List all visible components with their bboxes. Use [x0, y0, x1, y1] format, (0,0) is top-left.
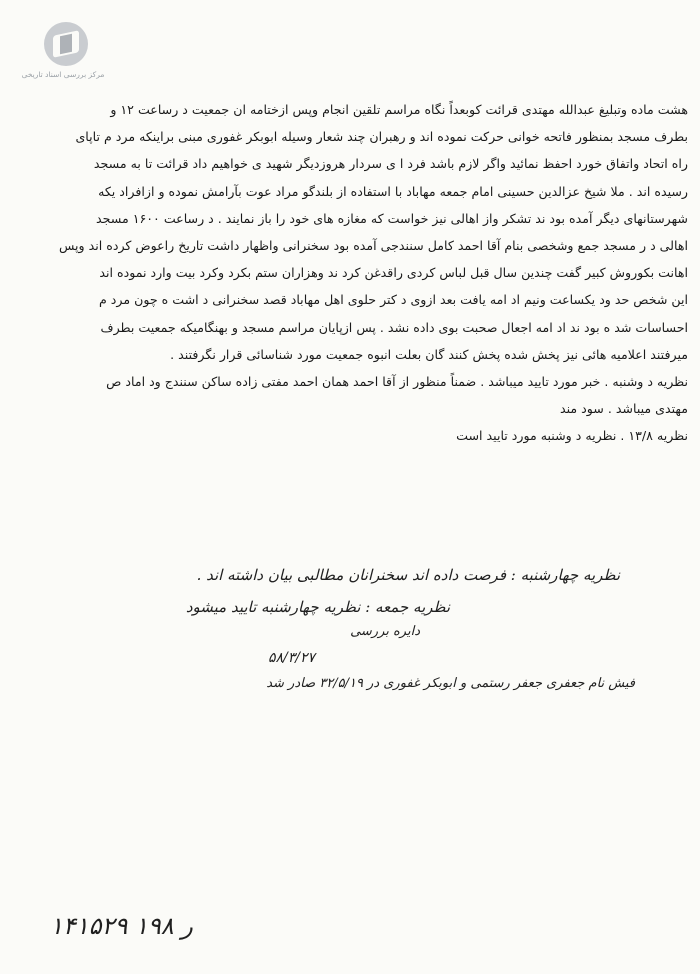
typed-line: اهانت بکوروش کبیر گفت چندین سال قبل لباس کردی راقدغن کرد ند وهزاران ستم بکرد وکرد بیت وارد نموده اند	[99, 265, 688, 281]
archive-logo-icon	[44, 22, 88, 66]
typed-line: بطرف مسجد بمنظور فاتحه خوانی حرکت نموده اند و رهبران چند شعار وسیله ابوبکر غفوری مبنی براینکه مرد م تاپای	[75, 129, 688, 145]
handwritten-date: ۵۸/۳/۲۷	[267, 650, 315, 666]
typed-line: این شخص حد ود یکساعت ونیم اد امه یافت بعد ازوی د کتر حلوی اهل مهاباد قصد سخنرانی د اشت ه چون مرد م	[98, 292, 688, 308]
logo-caption: مرکز بررسی اسناد تاریخی	[21, 70, 105, 79]
typed-line: رسیده اند . ملا شیخ عزالدین حسینی امام جمعه مهاباد با استفاده از بلندگو مراد عوت بآرامش نموده و ازافراد یکه	[98, 183, 688, 199]
typed-line: میرفتند اعلامیه هائی نیز پخش شده پخش کنند گان بعلت انبوه جمعیت مورد شناسائی قرار نگرفتند .	[170, 346, 688, 362]
typed-line: نظریه د وشنبه . خبر مورد تایید میباشد . ضمناً منظور از آقا احمد همان احمد مفتی زاده ساکن سنندج ود اماد ص	[106, 374, 688, 390]
handwritten-note-friday: نظریه جمعه : نظریه چهارشنبه تایید میشود	[185, 598, 450, 616]
archive-logo	[20, 22, 106, 86]
handwritten-file-note: فیش نام جعفری جعفر رستمی و ابوبکر غفوری در ۳۲/۵/۱۹ صادر شد	[266, 676, 635, 691]
handwritten-archive-number: ۱۴۱۵۲۹ ر ۱۹۸	[50, 912, 193, 940]
typed-line: نظریه ۱۳/۸ . نظریه د وشنبه مورد تایید است	[456, 428, 688, 444]
handwritten-note-wednesday: نظریه چهارشنبه : فرصت داده اند سخنرانان مطالبی بیان داشته اند .	[196, 566, 620, 584]
typed-line: هشت ماده وتبلیغ عبدالله مهتدی قرائت کوبعداً نگاه مراسم تلقین انجام وپس ازختامه ان جمعیت د رساعت ۱۲ و	[110, 102, 688, 117]
typed-line: اهالی د ر مسجد جمع وشخصی بنام آقا احمد کامل سنندجی آمده بود سخنرانی واظهار داشت تاریخ راعوض کرده اند وپس	[58, 238, 688, 254]
typed-report-body	[12, 96, 688, 450]
typed-line: مهتدی میباشد . سود مند	[559, 401, 688, 417]
typed-line: راه اتحاد واتفاق خورد احفظ نمائید واگر لازم باشد فرد ا ی سردار هروزدیگر شهید ی خواهیم داد قرائت تا به مسجد	[93, 156, 688, 172]
typed-line: شهرستانهای دیگر آمده بود ند تشکر واز اهالی نیز خواست که مغازه های خود را باز نمایند . د رساعت ۱۶۰۰ مسجد	[96, 210, 688, 226]
handwritten-department: دایره بررسی	[350, 624, 420, 639]
typed-line: احساسات شد ه بود ند اد امه اجعال صحبت بوی داده نشد . پس ازپایان مراسم مسجد و بهنگامیکه جمعیت بطرف	[100, 319, 688, 335]
